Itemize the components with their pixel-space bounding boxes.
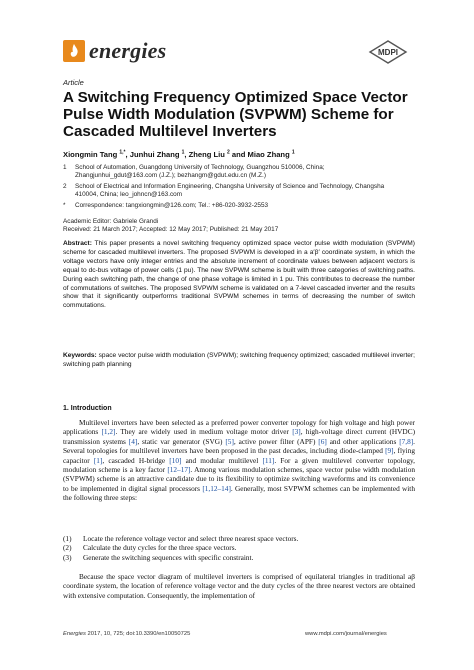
footer-url[interactable]: www.mdpi.com/journal/energies: [305, 631, 387, 637]
intro-paragraph-1: Multilevel inverters have been selected as a preferred power converter topology for high voltage and high power applications [1,2]. They are widely used in medium voltage motor driver [3], high-voltage direct current (HVDC) transmission systems [4], static var generator (SVG) [5], active power filter (APF) [6] and other applications [7,8]. Several topologies for multilevel inverters have been proposed in the past decades, including diode-clamped [9], flying capacitor [1], cascaded H-bridge [10] and modular multilevel [11]. For a given multilevel converter topology, modulation scheme is a key factor [12–17]. Among various modulation schemes, space vector pulse width modulation (SVPWM) scheme is an attractive candidate due to its flexibility to optimize switching waveforms and its convenience to be implemented in digital signal processors [1,12–14]. Generally, most SVPWM schemes can be implemented with the following three steps:: [63, 418, 416, 503]
list-item: (2) Calculate the duty cycles for the three space vectors.: [63, 543, 237, 553]
abstract-text: This paper presents a novel switching frequency optimized space vector pulse width modulation (SVPWM) scheme for cascaded multilevel inverters. The proposed SVPWM is developed in a a′β′ coordinate system, in which the voltage vectors have only integer entries and the absolute increment of coordinate values between adjacent vectors is equal to dc-bus voltage of power cells (1 pu). The new SVPWM scheme is built with three categories of switching paths. During each switching path, the change of one phase voltage is limited in 1 pu. This contributes to decrease the number of commutations of switches. The proposed SVPWM scheme is validated on a 7-level cascaded inverter and the results show that it significantly outperforms traditional SVPWM schemes in terms of decreasing the number of switch commutations.: [63, 240, 415, 310]
citation-link[interactable]: [3]: [292, 427, 301, 437]
list-item: (1) Locate the reference voltage vector and select three nearest space vectors.: [63, 534, 299, 543]
energies-flame-icon: [67, 43, 81, 59]
abstract-label: Abstract:: [63, 240, 92, 247]
author-names: Xiongmin Tang $^{1,*}$, Junhui Zhang $^1$, Zheng Liu $^2$ and Miao Zhang $^1$: [63, 149, 295, 159]
citation-link[interactable]: [1,12–14]: [202, 483, 231, 493]
affiliation-1: 1 School of Automation, Guangdong University of Technology, Guangzhou 510006, China; Zhangjunhui_gdut@163.com (J.Z.); bezhangm@gdut.edu.cn (M.Z.): [63, 164, 325, 180]
steps-list: [63, 534, 415, 562]
journal-logo: [63, 40, 85, 62]
citation-link[interactable]: [6]: [318, 436, 327, 446]
journal-name: energies: [89, 38, 167, 63]
academic-editor: Academic Editor: Gabriele Grandi: [63, 218, 159, 225]
citation-link[interactable]: [11]: [262, 455, 275, 465]
abstract: [63, 240, 415, 311]
citation-link[interactable]: [10]: [169, 455, 182, 465]
citation-link[interactable]: [1,2]: [101, 427, 116, 437]
publisher-logo-text: MDPI: [378, 48, 398, 57]
section-heading: 1. Introduction: [63, 405, 112, 412]
paper-title: A Switching Frequency Optimized Space Vector Pulse Width Modulation (SVPWM) Scheme for Cascaded Multilevel Inverters: [63, 89, 408, 140]
citation-link[interactable]: [7,8]: [399, 436, 414, 446]
article-type: Article: [63, 78, 84, 87]
citation-link[interactable]: [4]: [128, 436, 138, 446]
citation-link[interactable]: [12–17]: [167, 465, 191, 475]
keywords-text: space vector pulse width modulation (SVPWM); switching frequency optimized; cascaded multilevel inverter; switching path planning: [63, 352, 416, 368]
mdpi-logo: [368, 40, 408, 64]
author-list: [63, 149, 295, 159]
intro-paragraph-2: Because the space vector diagram of multilevel inverters is comprised of equilateral triangles in traditional aβ coordinate system, the location of reference voltage vector and the duty cycles of the three nearest vectors are obtained with extensive computation. Consequently, the implementation of: [63, 572, 415, 600]
keywords: [63, 352, 415, 370]
citation-link[interactable]: [9]: [385, 446, 394, 456]
keywords-label: Keywords:: [63, 352, 97, 359]
citation-link[interactable]: [1]: [93, 455, 103, 465]
correspondence: * Correspondence: tangxiongmin@126.com; Tel.: +86-020-3932-2553: [63, 202, 269, 209]
citation-link[interactable]: [5]: [225, 436, 234, 446]
list-item: (3) Generate the switching sequences with specific constraint.: [63, 552, 254, 562]
publication-dates: Received: 21 March 2017; Accepted: 12 May 2017; Published: 21 May 2017: [63, 226, 279, 233]
affiliation-2: 2 School of Electrical and Information Engineering, Changsha University of Science and Technology, Changsha 410004, China; leo_johncn@163.com: [63, 183, 385, 199]
footer-citation: Energies 2017, 10, 725; doi:10.3390/en10050725: [63, 631, 191, 637]
